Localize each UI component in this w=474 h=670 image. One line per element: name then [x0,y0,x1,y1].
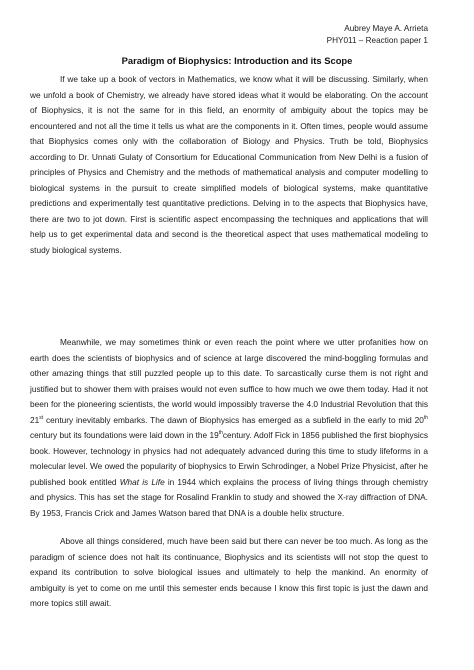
document-title: Paradigm of Biophysics: Introduction and its Scope [121,55,353,66]
ordinal-suffix: st [39,414,44,421]
course-code: PHY011 – Reaction paper 1 [326,36,428,45]
ordinal-suffix: th [218,430,223,437]
book-title: What is Life [119,476,165,487]
paragraph-history-text: Meanwhile, we may sometimes think or even reach the point where we utter profanities how on earth does the scientists of biophysics and of science at large discovered the mind-boggling formulas and other amazing things that still puzzled people up to this date. To sarcastically curse them is not right and justified but to shower them with praises would not even suffice to how much we owe them today. Had it not been for the pioneering scientists, the world would impossibly traverse the 4.0 Industrial Revolution that this 21 [30,337,428,425]
paragraph-history-text: century. Adolf Fick in 1856 published the first biophysics book. However, technology in physics had not adequately advanced during this time to study lifeforms in a molecular level. We owed the popularity of biophysics to Erwin Schrodinger, a Nobel Prize Physicist, after he published book entitled [30,430,428,487]
paragraph-history-text: century inevitably embarks. The dawn of Biophysics has emerged as a subfield in the early to mid 20 [43,414,424,425]
paragraph-history-text: in 1944 which explains the process of living things through chemistry and physics. This has set the stage for Rosalind Franklin to study and showed the X-ray diffraction of DNA. By 1953, Francis Crick and James Watson bared that DNA is a double helix structure. [30,476,428,518]
ordinal-suffix: th [423,414,428,421]
document-header [288,23,428,47]
paragraph-intro: If we take up a book of vectors in Mathematics, we know what it will be discussing. Similarly, when we unfold a book of Chemistry, we already have stored ideas what it would be elaborating. On the account of Biophysics, it is not the same for in this field, an enormity of ambiguity about the topics may be encountered and not all the time it tells us what are the components in it. Often times, people would assume that Biophysics comes only with the collaboration of Biology and Physics. Truth be told, Biophysics according to Dr. Unnati Gulaty of Consortium for Educational Communication from New Delhi is a fusion of principles of Physics and Chemistry and the methods of mathematical analysis and computer modelling to biological systems in the pursuit to create simplified models of biological systems, make quantitative predictions and experimentally test quantitative predictions. Delving in to the aspects that Biophysics have, there are two to jot down. First is scientific aspect encompassing the techniques and applications that will help us to get experimental data and second is the theoretical aspect that uses mathematical modeling to study biological systems. [30,74,428,255]
paragraph-history-text: century but its foundations were laid down in the 19 [30,430,219,440]
paragraph-history [30,335,428,521]
author-name: Aubrey Maye A. Arrieta [344,24,428,33]
paragraph-conclusion: Above all things considered, much have been said but there can never be too much. As long as the paradigm of science does not halt its continuance, Biophysics and its scientists will not stop the quest to expand its contribution to solve biological issues and ultimately to help the mankind. An enormity of ambiguity is yet to come on me until this semester ends because I know this first topic is just the dawn and more topics still await. [30,536,428,608]
